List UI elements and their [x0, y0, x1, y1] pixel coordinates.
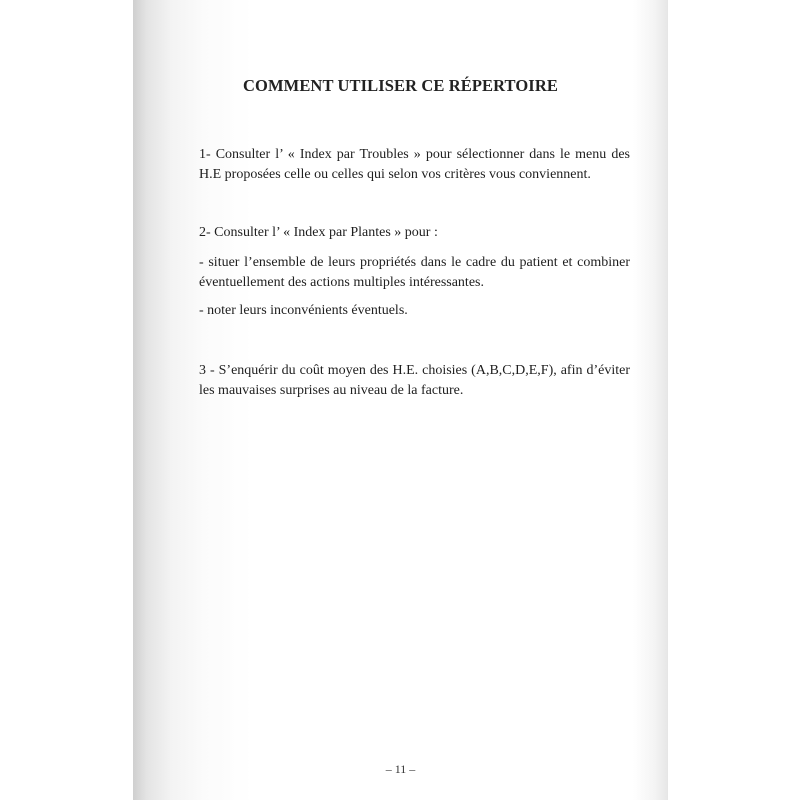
instruction-step-2-item-1: - situer l’ensemble de leurs propriétés dans le cadre du patient et combiner éventuellement des actions multiples intéressantes.: [199, 255, 630, 290]
book-page: [133, 0, 668, 800]
instruction-step-2: 2- Consulter l’ « Index par Plantes » pour :: [199, 225, 438, 240]
instruction-step-2-item-2: - noter leurs inconvénients éventuels.: [199, 303, 408, 318]
page-number: – 11 –: [385, 762, 416, 776]
instruction-step-3: 3 - S’enquérir du coût moyen des H.E. choisies (A,B,C,D,E,F), afin d’éviter les mauvaises surprises au niveau de la facture.: [199, 363, 630, 398]
instruction-step-1: 1- Consulter l’ « Index par Troubles » pour sélectionner dans le menu des H.E proposées celle ou celles qui selon vos critères vous conviennent.: [199, 147, 630, 182]
page-title: COMMENT UTILISER CE RÉPERTOIRE: [243, 76, 558, 95]
